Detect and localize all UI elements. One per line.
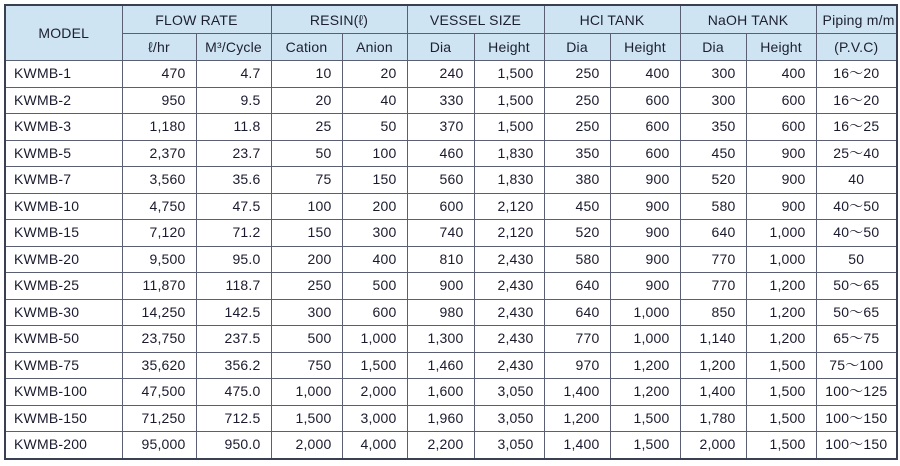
header-flow-m3-cycle: M³/Cycle [196,34,271,61]
cell-vessel-height: 2,430 [474,246,544,273]
cell-resin-anion: 600 [342,299,407,326]
cell-vessel-dia: 370 [407,114,474,141]
cell-model: KWMB-1 [5,61,122,88]
cell-hcl-height: 1,000 [610,326,680,353]
cell-resin-anion: 4,000 [342,432,407,459]
cell-hcl-dia: 250 [544,87,610,114]
table-header [5,5,897,61]
cell-hcl-dia: 770 [544,326,610,353]
cell-hcl-dia: 1,400 [544,432,610,459]
cell-piping: 50～65 [816,273,897,300]
table-row [5,114,897,141]
cell-piping: 16～20 [816,87,897,114]
cell-flow-lhr: 47,500 [122,379,196,406]
cell-flow-m3-cycle: 11.8 [196,114,271,141]
cell-model: KWMB-3 [5,114,122,141]
table-row [5,405,897,432]
cell-naoh-height: 900 [746,167,816,194]
header-resin: RESIN(ℓ) [271,5,407,34]
header-naoh-height: Height [746,34,816,61]
cell-flow-lhr: 3,560 [122,167,196,194]
cell-naoh-dia: 450 [680,140,746,167]
header-vessel-size: VESSEL SIZE [407,5,544,34]
header-naoh-tank: NaOH TANK [680,5,816,34]
cell-piping: 50～65 [816,299,897,326]
cell-flow-lhr: 95,000 [122,432,196,459]
cell-resin-cation: 10 [271,61,342,88]
cell-resin-anion: 500 [342,273,407,300]
table-body [5,61,897,459]
cell-resin-anion: 400 [342,246,407,273]
cell-piping: 100～150 [816,405,897,432]
cell-naoh-height: 600 [746,114,816,141]
cell-hcl-height: 1,200 [610,352,680,379]
cell-model: KWMB-20 [5,246,122,273]
cell-naoh-dia: 520 [680,167,746,194]
cell-naoh-height: 600 [746,87,816,114]
cell-resin-cation: 500 [271,326,342,353]
cell-naoh-height: 1,500 [746,405,816,432]
header-sub-row [5,34,897,61]
cell-vessel-height: 2,430 [474,352,544,379]
cell-model: KWMB-150 [5,405,122,432]
cell-model: KWMB-7 [5,167,122,194]
cell-flow-lhr: 4,750 [122,193,196,220]
table-row [5,352,897,379]
cell-flow-lhr: 14,250 [122,299,196,326]
table-row [5,326,897,353]
cell-hcl-height: 900 [610,220,680,247]
cell-piping: 100～125 [816,379,897,406]
cell-vessel-height: 1,500 [474,61,544,88]
cell-naoh-height: 1,000 [746,246,816,273]
cell-piping: 65～75 [816,326,897,353]
cell-naoh-height: 900 [746,140,816,167]
cell-naoh-height: 1,200 [746,273,816,300]
cell-naoh-height: 400 [746,61,816,88]
cell-vessel-dia: 1,300 [407,326,474,353]
cell-hcl-height: 900 [610,246,680,273]
cell-resin-anion: 2,000 [342,379,407,406]
table-row [5,246,897,273]
cell-naoh-height: 1,500 [746,432,816,459]
cell-model: KWMB-30 [5,299,122,326]
cell-naoh-dia: 770 [680,246,746,273]
cell-hcl-dia: 1,200 [544,405,610,432]
cell-flow-lhr: 35,620 [122,352,196,379]
cell-flow-m3-cycle: 47.5 [196,193,271,220]
cell-vessel-dia: 1,460 [407,352,474,379]
cell-hcl-height: 1,000 [610,299,680,326]
cell-resin-anion: 1,500 [342,352,407,379]
cell-flow-m3-cycle: 950.0 [196,432,271,459]
cell-resin-anion: 100 [342,140,407,167]
cell-vessel-height: 1,830 [474,167,544,194]
cell-flow-lhr: 1,180 [122,114,196,141]
cell-hcl-dia: 520 [544,220,610,247]
cell-hcl-height: 900 [610,273,680,300]
cell-hcl-height: 1,200 [610,379,680,406]
header-hcl-tank: HCl TANK [544,5,680,34]
table-row [5,61,897,88]
cell-hcl-height: 600 [610,87,680,114]
table-row [5,379,897,406]
cell-model: KWMB-50 [5,326,122,353]
cell-hcl-dia: 640 [544,273,610,300]
header-model: MODEL [5,5,122,61]
cell-piping: 40～50 [816,193,897,220]
cell-model: KWMB-200 [5,432,122,459]
cell-hcl-dia: 580 [544,246,610,273]
cell-piping: 16～20 [816,61,897,88]
table-row [5,273,897,300]
cell-resin-cation: 1,500 [271,405,342,432]
cell-hcl-dia: 640 [544,299,610,326]
cell-resin-cation: 100 [271,193,342,220]
cell-piping: 40～50 [816,220,897,247]
cell-piping: 75～100 [816,352,897,379]
table-row [5,299,897,326]
cell-hcl-height: 600 [610,114,680,141]
cell-naoh-height: 900 [746,193,816,220]
header-hcl-height: Height [610,34,680,61]
cell-resin-cation: 75 [271,167,342,194]
header-flow-lhr: ℓ/hr [122,34,196,61]
cell-hcl-dia: 380 [544,167,610,194]
table-row [5,193,897,220]
cell-hcl-height: 900 [610,167,680,194]
cell-naoh-dia: 1,400 [680,379,746,406]
cell-naoh-height: 1,200 [746,326,816,353]
cell-vessel-dia: 240 [407,61,474,88]
cell-vessel-height: 2,430 [474,326,544,353]
cell-model: KWMB-2 [5,87,122,114]
cell-vessel-dia: 1,600 [407,379,474,406]
cell-resin-anion: 3,000 [342,405,407,432]
cell-resin-cation: 2,000 [271,432,342,459]
cell-vessel-height: 3,050 [474,432,544,459]
cell-flow-lhr: 2,370 [122,140,196,167]
table-row [5,220,897,247]
cell-vessel-dia: 600 [407,193,474,220]
cell-flow-lhr: 71,250 [122,405,196,432]
cell-resin-cation: 1,000 [271,379,342,406]
cell-naoh-dia: 580 [680,193,746,220]
cell-resin-anion: 50 [342,114,407,141]
header-vessel-dia: Dia [407,34,474,61]
cell-resin-anion: 150 [342,167,407,194]
cell-naoh-dia: 1,140 [680,326,746,353]
cell-resin-cation: 250 [271,273,342,300]
cell-model: KWMB-5 [5,140,122,167]
cell-piping: 40 [816,167,897,194]
cell-hcl-height: 1,500 [610,405,680,432]
cell-naoh-height: 1,500 [746,379,816,406]
cell-resin-anion: 300 [342,220,407,247]
cell-vessel-dia: 810 [407,246,474,273]
cell-vessel-height: 3,050 [474,405,544,432]
cell-resin-cation: 750 [271,352,342,379]
cell-flow-lhr: 9,500 [122,246,196,273]
cell-flow-m3-cycle: 71.2 [196,220,271,247]
cell-naoh-dia: 300 [680,61,746,88]
cell-piping: 25～40 [816,140,897,167]
cell-hcl-dia: 250 [544,114,610,141]
mixed-bed-spec-table [4,4,898,460]
cell-vessel-dia: 2,200 [407,432,474,459]
cell-vessel-height: 1,500 [474,114,544,141]
cell-flow-lhr: 7,120 [122,220,196,247]
cell-vessel-dia: 460 [407,140,474,167]
cell-flow-m3-cycle: 9.5 [196,87,271,114]
cell-hcl-dia: 970 [544,352,610,379]
cell-resin-anion: 20 [342,61,407,88]
cell-hcl-height: 1,500 [610,432,680,459]
cell-vessel-dia: 740 [407,220,474,247]
cell-vessel-dia: 560 [407,167,474,194]
cell-resin-cation: 150 [271,220,342,247]
cell-hcl-height: 900 [610,193,680,220]
header-cation: Cation [271,34,342,61]
cell-flow-lhr: 470 [122,61,196,88]
cell-flow-m3-cycle: 4.7 [196,61,271,88]
cell-model: KWMB-25 [5,273,122,300]
cell-vessel-dia: 330 [407,87,474,114]
header-anion: Anion [342,34,407,61]
cell-model: KWMB-100 [5,379,122,406]
cell-flow-m3-cycle: 118.7 [196,273,271,300]
cell-flow-lhr: 950 [122,87,196,114]
cell-naoh-height: 1,000 [746,220,816,247]
cell-vessel-dia: 900 [407,273,474,300]
cell-hcl-dia: 350 [544,140,610,167]
cell-flow-m3-cycle: 475.0 [196,379,271,406]
header-hcl-dia: Dia [544,34,610,61]
cell-naoh-dia: 1,200 [680,352,746,379]
cell-flow-m3-cycle: 95.0 [196,246,271,273]
cell-flow-lhr: 23,750 [122,326,196,353]
cell-resin-cation: 300 [271,299,342,326]
table-row [5,140,897,167]
cell-vessel-height: 1,500 [474,87,544,114]
header-piping-pvc: (P.V.C) [816,34,897,61]
cell-flow-m3-cycle: 142.5 [196,299,271,326]
header-naoh-dia: Dia [680,34,746,61]
cell-naoh-dia: 300 [680,87,746,114]
cell-vessel-dia: 1,960 [407,405,474,432]
cell-vessel-height: 1,830 [474,140,544,167]
cell-naoh-dia: 2,000 [680,432,746,459]
cell-vessel-dia: 980 [407,299,474,326]
cell-resin-anion: 1,000 [342,326,407,353]
cell-vessel-height: 2,120 [474,193,544,220]
cell-naoh-height: 1,200 [746,299,816,326]
header-flow-rate: FLOW RATE [122,5,271,34]
cell-model: KWMB-75 [5,352,122,379]
cell-flow-lhr: 11,870 [122,273,196,300]
table-row [5,432,897,459]
cell-resin-anion: 40 [342,87,407,114]
cell-resin-cation: 20 [271,87,342,114]
cell-flow-m3-cycle: 356.2 [196,352,271,379]
cell-resin-cation: 200 [271,246,342,273]
cell-piping: 16～25 [816,114,897,141]
cell-naoh-dia: 350 [680,114,746,141]
cell-vessel-height: 3,050 [474,379,544,406]
cell-flow-m3-cycle: 712.5 [196,405,271,432]
cell-naoh-dia: 1,780 [680,405,746,432]
cell-hcl-dia: 250 [544,61,610,88]
cell-piping: 100～150 [816,432,897,459]
cell-flow-m3-cycle: 237.5 [196,326,271,353]
cell-resin-cation: 25 [271,114,342,141]
cell-piping: 50 [816,246,897,273]
cell-flow-m3-cycle: 23.7 [196,140,271,167]
cell-naoh-height: 1,500 [746,352,816,379]
cell-vessel-height: 2,430 [474,273,544,300]
cell-model: KWMB-10 [5,193,122,220]
cell-hcl-dia: 1,400 [544,379,610,406]
header-group-row [5,5,897,34]
header-vessel-height: Height [474,34,544,61]
cell-vessel-height: 2,120 [474,220,544,247]
table-row [5,167,897,194]
cell-naoh-dia: 770 [680,273,746,300]
table-row [5,87,897,114]
cell-vessel-height: 2,430 [474,299,544,326]
cell-hcl-height: 400 [610,61,680,88]
header-piping: Piping m/m [816,5,897,34]
cell-hcl-height: 600 [610,140,680,167]
cell-model: KWMB-15 [5,220,122,247]
cell-naoh-dia: 850 [680,299,746,326]
cell-flow-m3-cycle: 35.6 [196,167,271,194]
cell-hcl-dia: 450 [544,193,610,220]
cell-resin-anion: 200 [342,193,407,220]
cell-naoh-dia: 640 [680,220,746,247]
cell-resin-cation: 50 [271,140,342,167]
